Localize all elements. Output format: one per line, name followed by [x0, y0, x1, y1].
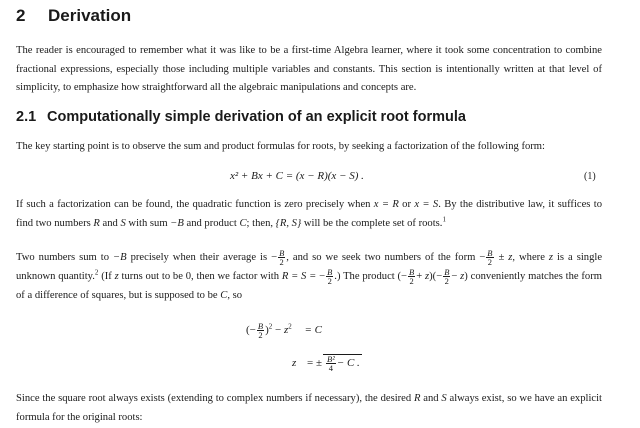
text: always exist, so we have an explicit formula for the original roots:: [16, 393, 602, 423]
equation-1: [230, 170, 364, 182]
section-title: Derivation: [48, 6, 132, 25]
text: and product: [183, 217, 240, 229]
text: .) The product: [334, 271, 398, 282]
fraction-den: 2: [327, 276, 332, 287]
equation-1-body: x² + Bx + C = (x − R)(x − S) .: [230, 170, 364, 182]
subsection-number: 2.1: [16, 109, 37, 125]
math: x = R: [373, 199, 399, 210]
text: , and so we seek two numbers of the form: [286, 252, 480, 263]
fraction-num: B: [444, 267, 450, 278]
conclusion-paragraph: [16, 390, 602, 427]
sqrt-tail: − C .: [336, 357, 360, 370]
fraction-den: 2: [258, 330, 263, 340]
equation-1-number: (1): [584, 171, 596, 182]
section-number: 2: [16, 6, 26, 25]
intro-paragraph: The reader is encouraged to remember what it was like to be a first-time Algebra learner, where it took some concentration to combine fractional expressions, especially those including multiple variables and constants. This section is intentionally written at that level of simplicity, to emphasize how straightforward all the algebraic manipulations and concepts are.: [16, 45, 602, 93]
derivation-line-1: (− $\frac{B}{2}$ )$^2 - z^2 = C$: [246, 321, 323, 340]
math: {R, S}: [275, 217, 302, 229]
math: R: [413, 393, 421, 404]
line2-lhs: z: [292, 357, 297, 370]
math: C: [239, 217, 247, 229]
math: R: [93, 217, 100, 229]
fraction: [326, 355, 336, 372]
text: and: [420, 393, 442, 404]
line1-rhs: = C: [304, 324, 323, 337]
fraction: [278, 249, 285, 266]
math: x = S: [414, 199, 439, 210]
text: with sum: [125, 217, 171, 229]
fraction-num: B: [327, 267, 333, 278]
math: −B: [170, 217, 184, 229]
two-numbers-paragraph: Two numbers sum to −B precisely when their average is − $\frac{B}{2}$ , and so we seek two numbers of the form − $\frac{B}{2}$ ± z, where z is a single unknown quantity.$^2$ (If z turns out to be 0, then we factor with R = S = − $\frac{B}{2}$ .) The product (− $\frac{B}{2}$ + z)(− $\frac{B}{2}$ − z) conveniently matches the form of a difference of squares, but is supposed to be C, so: [16, 248, 603, 301]
fraction-num: B: [279, 248, 285, 259]
text: If such a factorization can be found, the quadratic function is zero precisely when: [16, 199, 374, 210]
footnote-marker[interactable]: 2: [94, 268, 99, 277]
math: S: [120, 217, 126, 229]
math: z: [548, 252, 554, 263]
line2-rhs: = ±: [307, 357, 323, 370]
text: . By the distributive law, it suffices to find two numbers: [16, 199, 603, 229]
fraction-den: 2: [409, 276, 414, 287]
sqrt-fraction-den: 4: [328, 363, 334, 373]
text: , where: [512, 252, 549, 263]
text: is a single unknown quantity.: [16, 252, 603, 282]
math: ± z: [494, 252, 513, 263]
section-heading: [16, 6, 131, 26]
fraction: [326, 268, 333, 285]
math: C: [220, 290, 228, 301]
sqrt-fraction-num: B²: [327, 354, 335, 364]
fraction: [443, 268, 450, 285]
footnote-marker[interactable]: 1: [442, 214, 446, 223]
math: R = S =: [281, 271, 320, 282]
text: will be the complete set of roots.: [301, 217, 443, 229]
text: and: [99, 217, 121, 229]
derivation-line-2: [292, 354, 362, 372]
fraction-num: B: [409, 267, 415, 278]
math: S: [441, 393, 447, 404]
fraction: [257, 322, 264, 339]
fraction-den: 2: [444, 276, 449, 287]
text: (If: [98, 271, 115, 282]
fraction: [486, 249, 493, 266]
subsection-heading: [16, 109, 466, 125]
text: ; then,: [246, 217, 276, 229]
key-point-paragraph: The key starting point is to observe the sum and product formulas for roots, by seeking a factorization of the following form:: [16, 141, 545, 152]
fraction-den: 2: [487, 257, 493, 268]
text: conveniently matches the form of a difference of squares, but is supposed to be: [16, 271, 603, 301]
fraction-num: B: [487, 248, 493, 259]
subsection-title: Computationally simple derivation of an explicit root formula: [47, 109, 466, 125]
text: Two numbers sum to: [16, 252, 113, 263]
math: z: [114, 271, 119, 282]
text: precisely when their average is: [126, 252, 272, 263]
fraction-den: 2: [279, 257, 284, 268]
text: turns out to be 0, then we factor with: [118, 271, 282, 282]
fraction-num: B: [257, 321, 264, 331]
text: or: [398, 199, 415, 210]
fraction: [408, 268, 415, 285]
text: , so: [227, 290, 243, 301]
factorization-paragraph: [16, 196, 602, 233]
square-root: [323, 354, 362, 372]
math: −B: [112, 252, 127, 263]
text: Since the square root always exists (extending to complex numbers if necessary), the desired: [16, 393, 414, 404]
